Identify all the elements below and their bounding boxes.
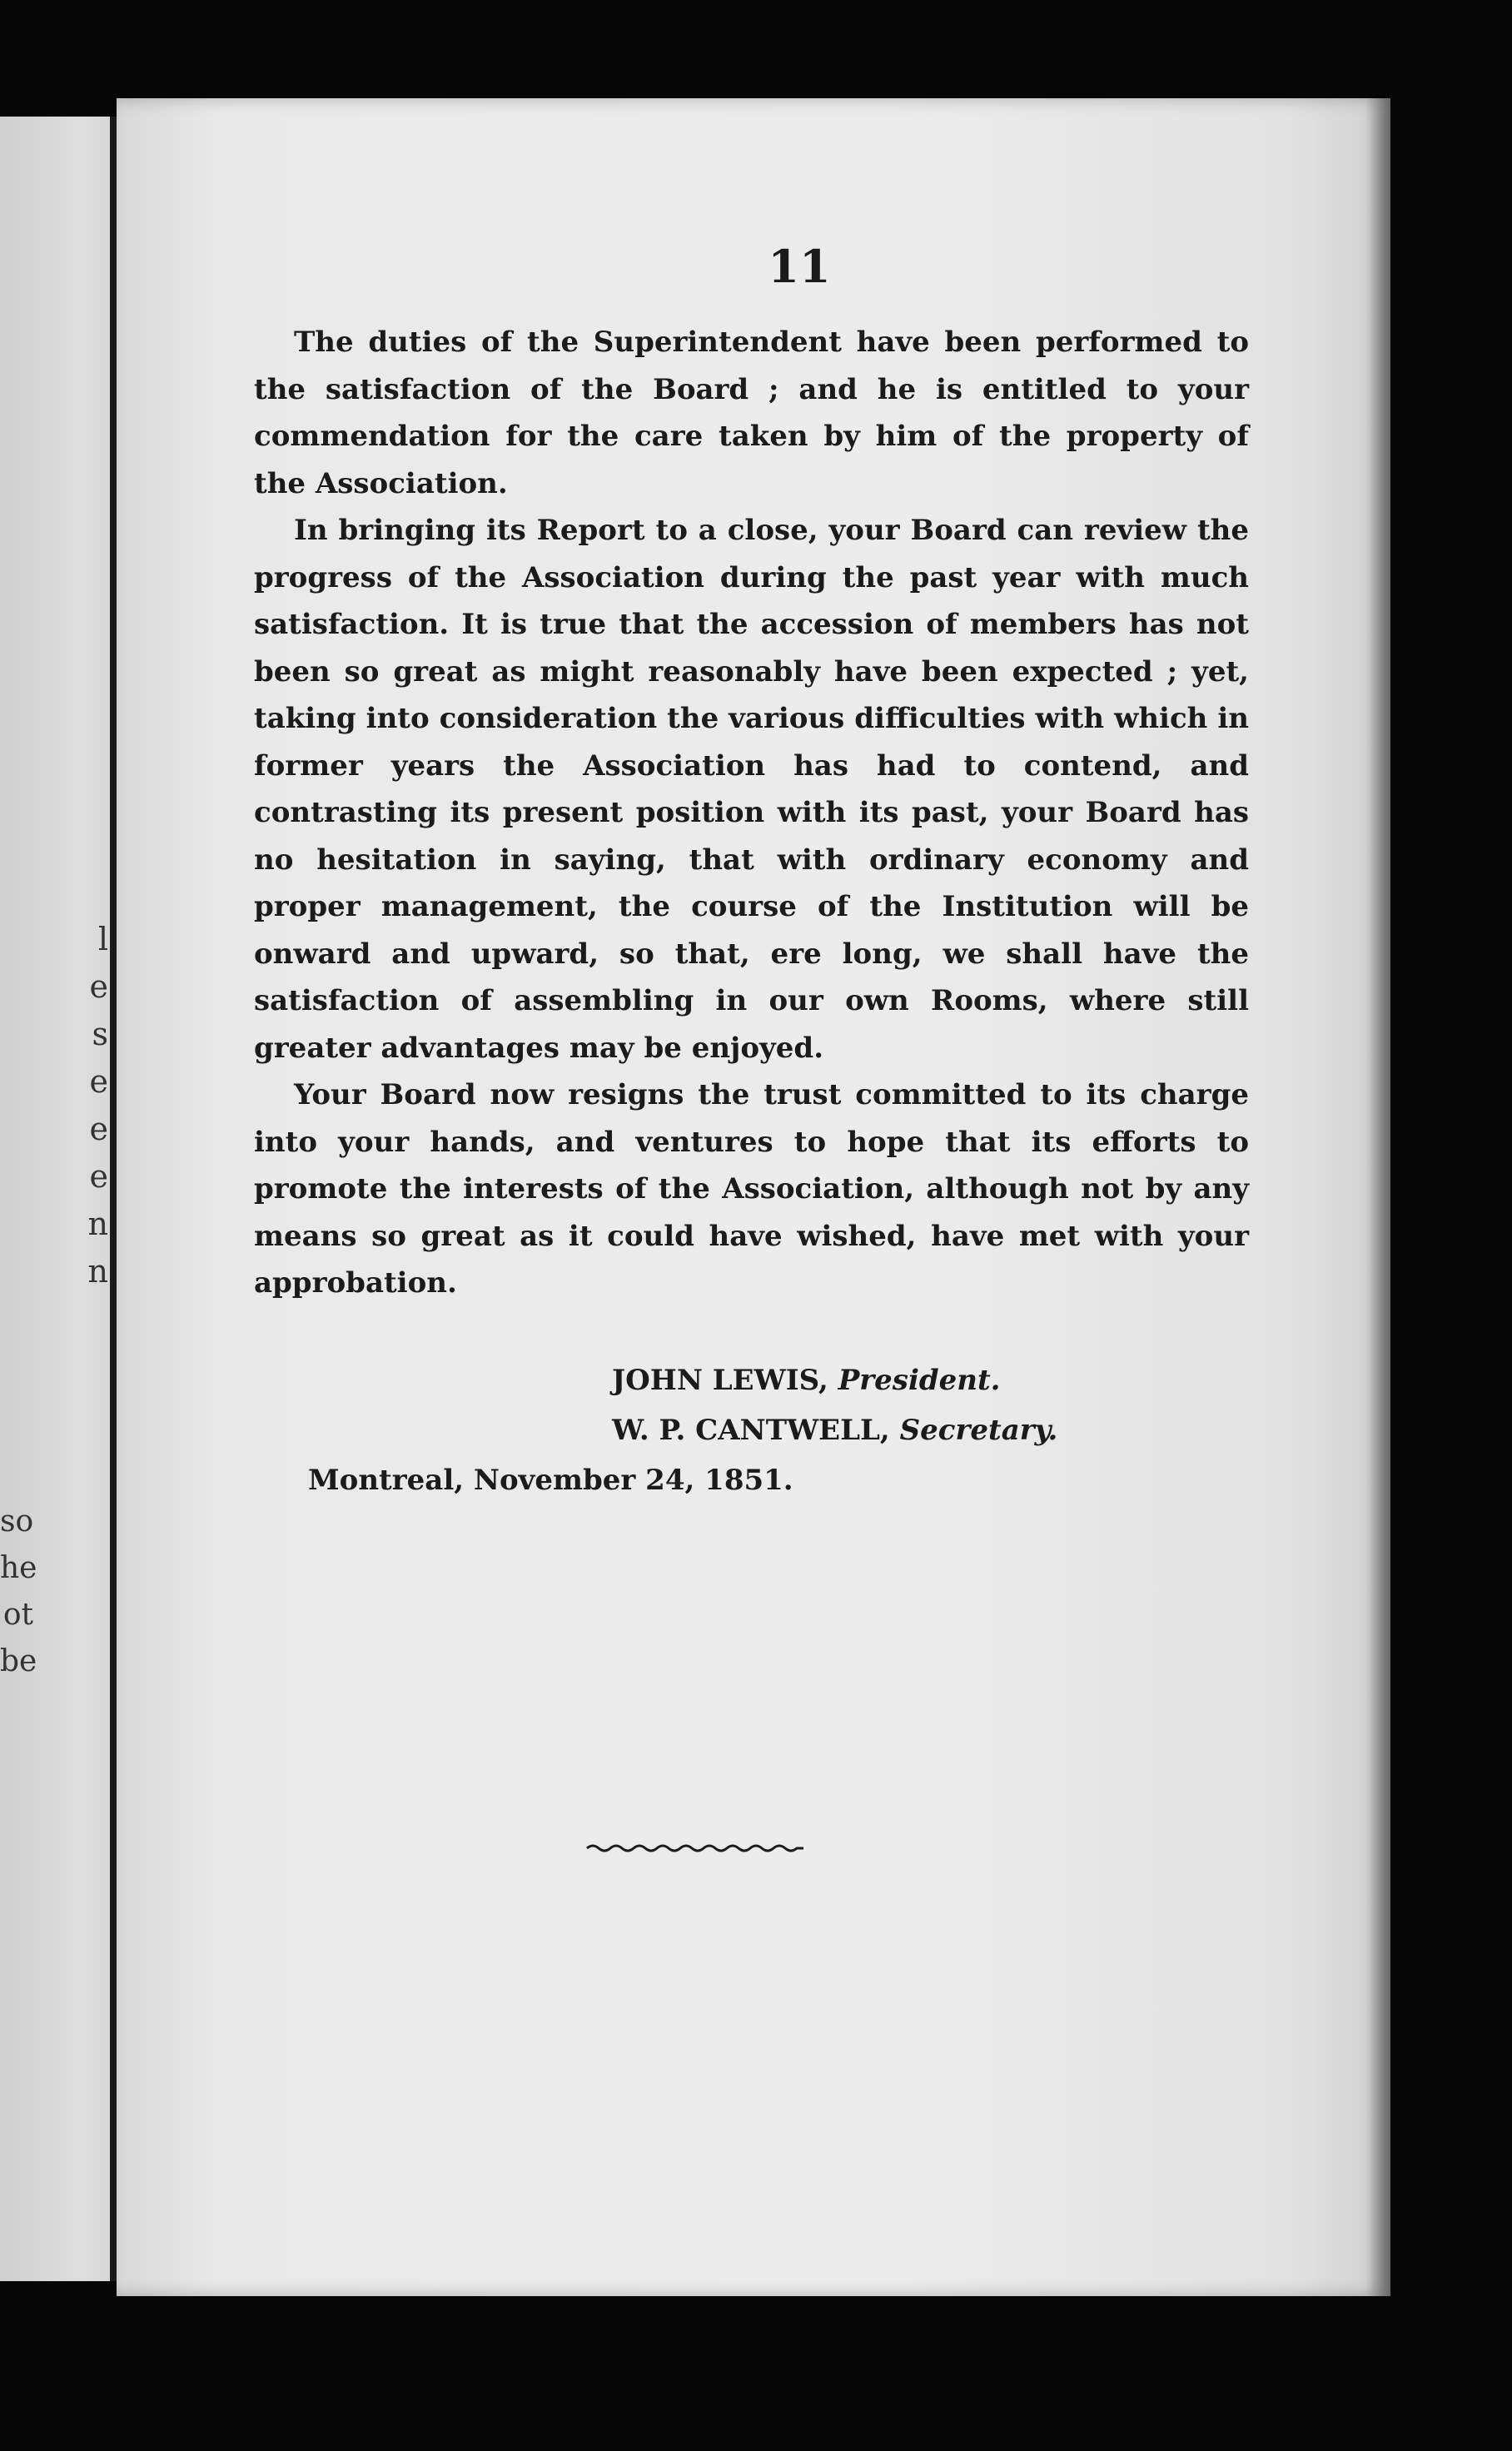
left-fragment: l — [97, 921, 108, 957]
signatory-title: Secretary. — [899, 1414, 1058, 1447]
date-line: Montreal, November 24, 1851. — [308, 1464, 793, 1497]
left-fragment: n — [87, 1206, 108, 1242]
report-body — [254, 319, 1249, 1307]
left-fragment: ot — [2, 1598, 33, 1632]
signature-secretary — [612, 1414, 1057, 1447]
paragraph-resignation: Your Board now resigns the trust committed to its charge into your hands, and ventures to hope that its efforts to promote the interests of the Association, although not by any means so great as it could have wished, have met with your approbation. — [254, 1078, 1249, 1300]
signatory-title: President. — [838, 1364, 1001, 1397]
left-fragment: so — [0, 1504, 34, 1539]
page-number: 11 — [768, 240, 831, 293]
left-fragment: e — [89, 1158, 108, 1195]
left-fragment: e — [89, 1111, 108, 1147]
left-fragment: e — [89, 968, 108, 1005]
page-edge-shadow — [1365, 98, 1390, 2296]
left-page-text-fragments-lower — [0, 1499, 37, 1685]
signatory-name: W. P. CANTWELL, — [612, 1414, 890, 1447]
left-fragment: n — [87, 1253, 108, 1290]
left-fragment: he — [0, 1551, 37, 1585]
left-page-edge — [110, 117, 117, 2281]
left-page-text-fragments — [0, 916, 108, 1295]
signatory-name: JOHN LEWIS, — [612, 1364, 828, 1397]
left-fragment: e — [89, 1063, 108, 1100]
document-page — [117, 98, 1390, 2296]
signature-president — [612, 1364, 1001, 1397]
left-fragment: be — [0, 1644, 37, 1678]
paragraph-progress: In bringing its Report to a close, your Board can review the progress of the Association during the past year with much satisfaction. It is true that the accession of members has not been so great as might reasonably have been expected ; yet, taking into consideration the various difficulties with which in former years the Association has had to contend, and contrasting its present position with its past, your Board has no hesitation in saying, that with ordinary economy and proper management, the course of the Institution will be onward and upward, so that, ere long, we shall have the satisfaction of assembling in our own Rooms, where still greater advantages may be enjoyed. — [254, 514, 1249, 1065]
paragraph-superintendent: The duties of the Superintendent have been performed to the satisfaction of the Board ; and he is entitled to your commendation for the care taken by him of the property of the Association. — [254, 326, 1249, 500]
wavy-rule-ornament — [583, 1838, 808, 1858]
left-fragment: s — [92, 1016, 108, 1052]
